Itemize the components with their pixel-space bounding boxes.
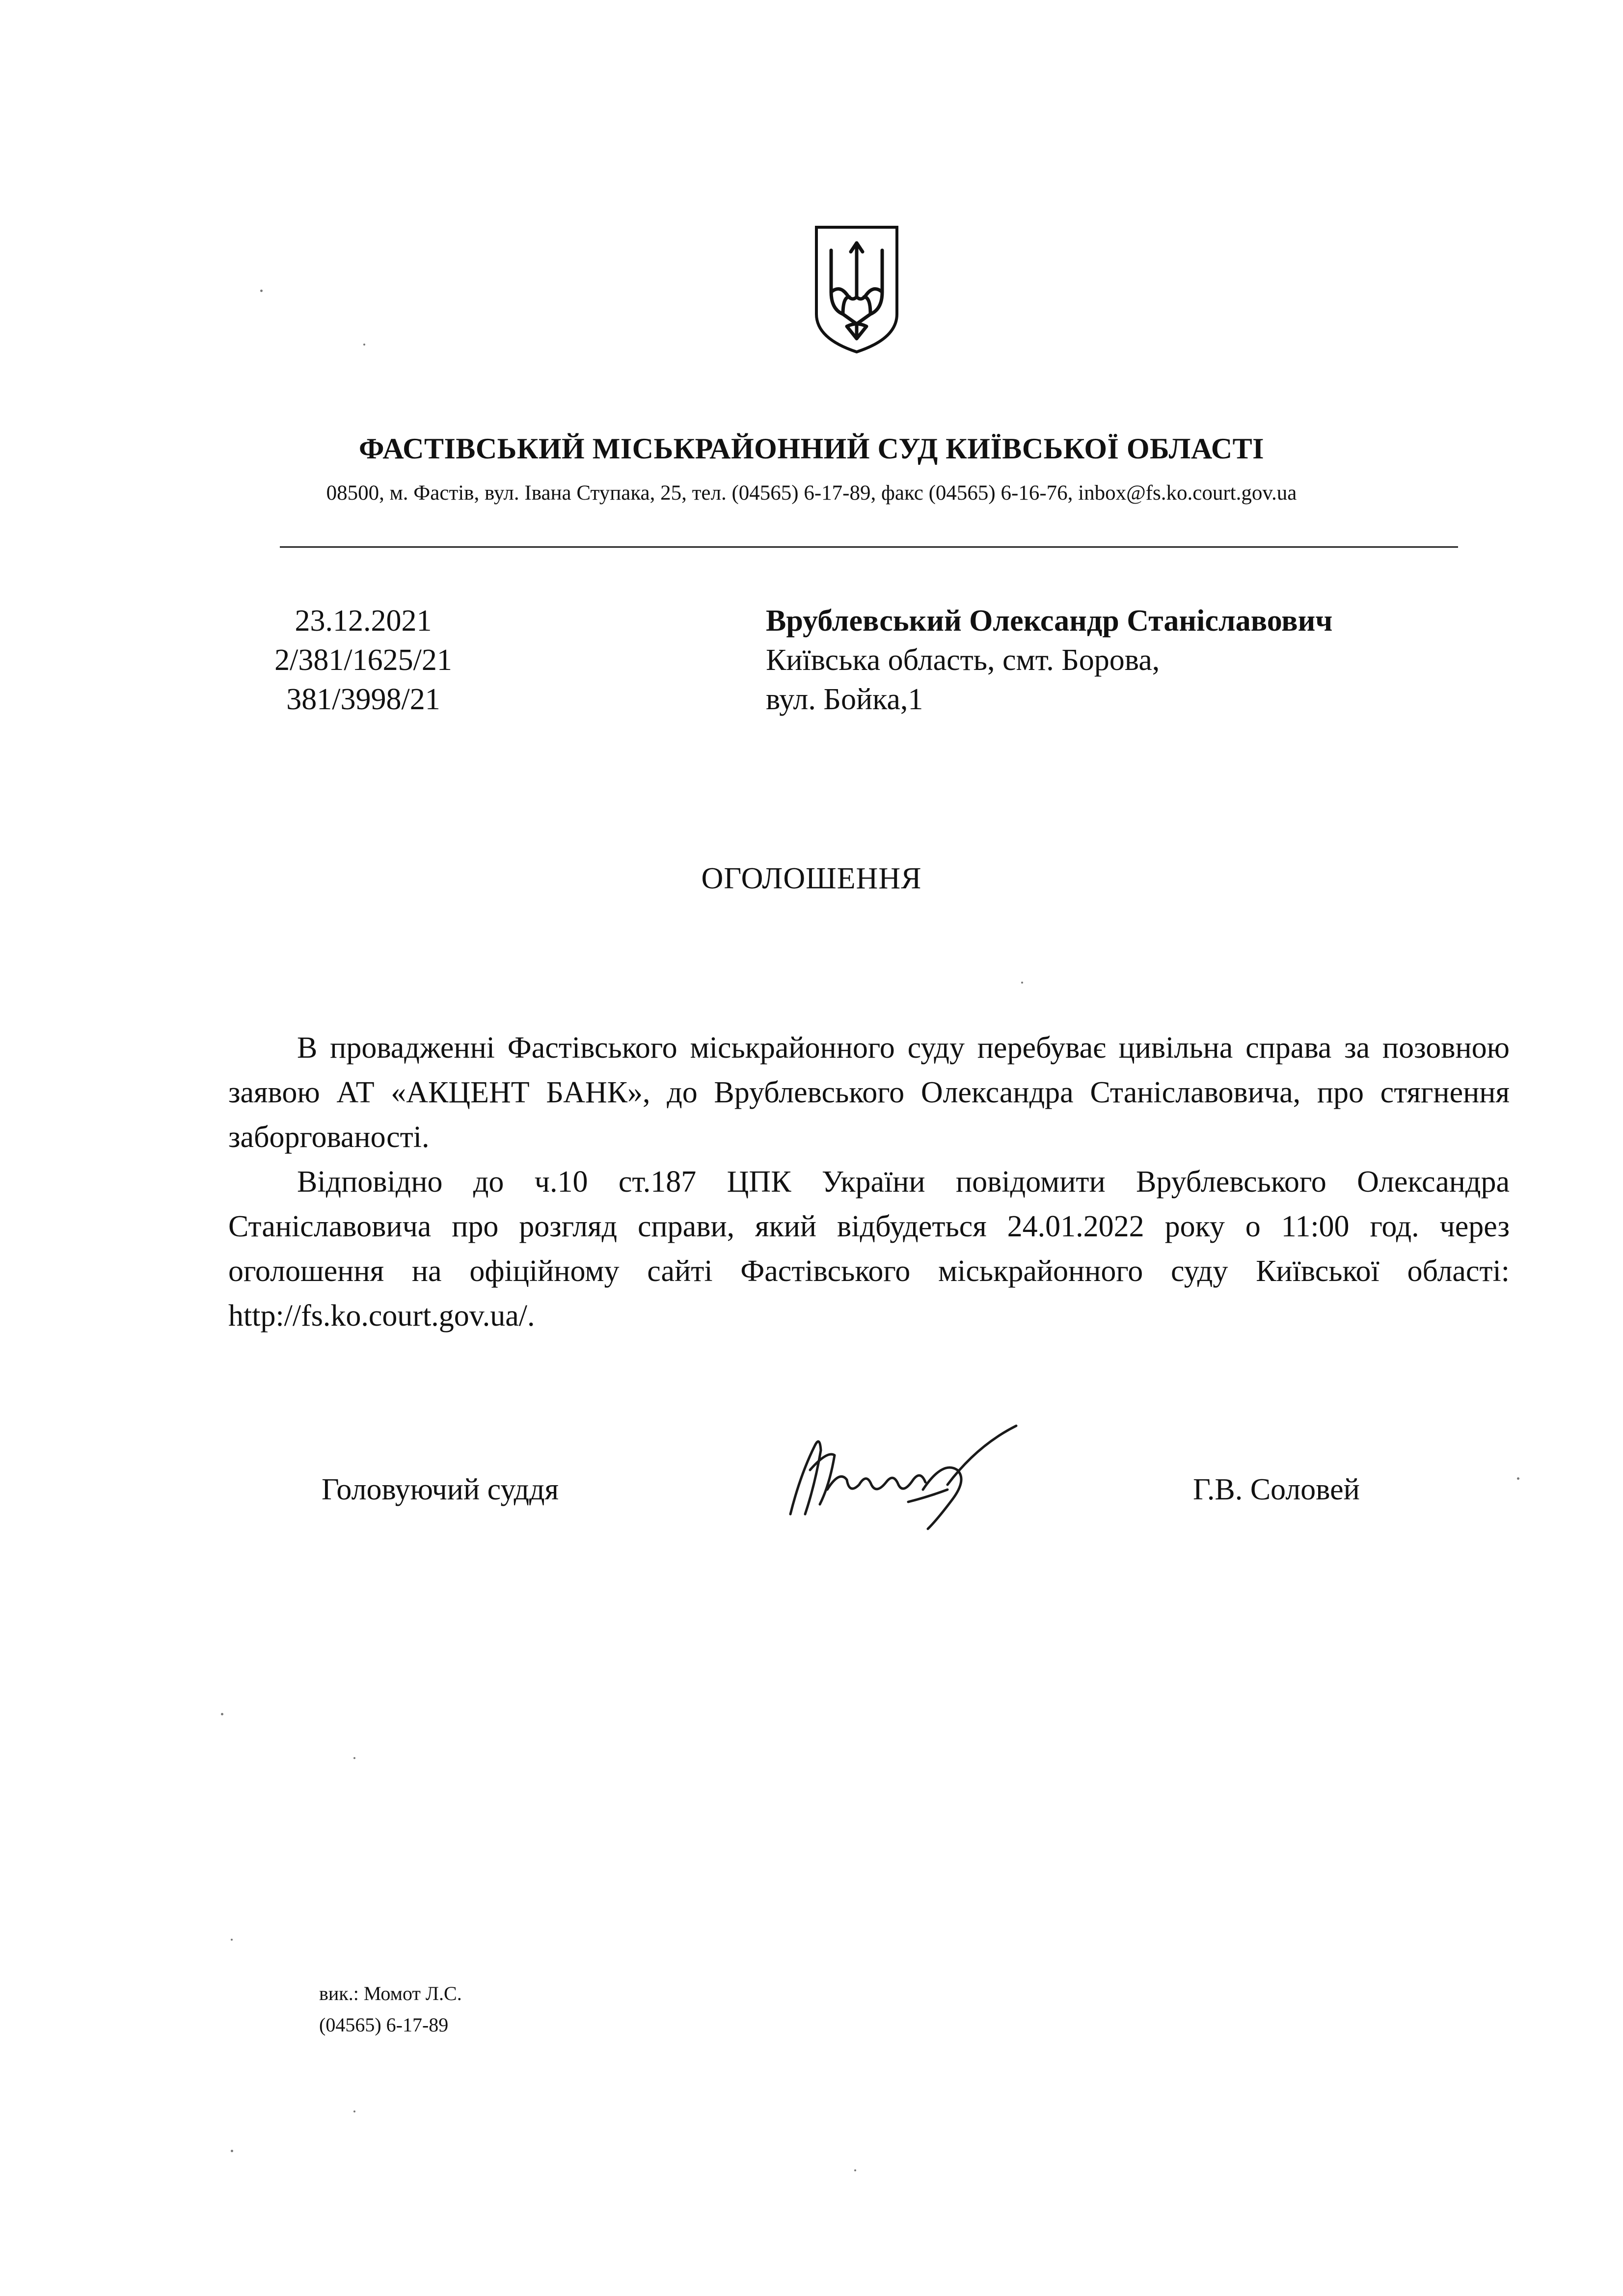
addressee-address-line2: вул. Бойка,1	[766, 683, 923, 716]
proceeding-number: 381/3998/21	[286, 683, 440, 716]
addressee-address-line1: Київська область, смт. Борова,	[766, 643, 1160, 677]
header-divider	[280, 546, 1458, 548]
scan-speck	[854, 2169, 856, 2171]
court-name: ФАСТІВСЬКИЙ МІСЬКРАЙОННИЙ СУД КИЇВСЬКОЇ ОБЛАСТІ	[359, 432, 1264, 465]
scan-speck	[353, 2110, 355, 2112]
document-meta	[216, 601, 511, 719]
court-address: 08500, м. Фастів, вул. Івана Ступака, 25, тел. (04565) 6-17-89, факс (04565) 6-16-76, inbox@fs.ko.court.gov.ua	[326, 481, 1297, 505]
document-date: 23.12.2021	[295, 604, 432, 638]
executor-phone: (04565) 6-17-89	[319, 2014, 449, 2036]
scan-speck	[231, 1939, 233, 1941]
scan-speck	[363, 344, 365, 346]
signatory-role: Головуючий суддя	[322, 1473, 559, 1506]
body-paragraph-1: В провадженні Фастівського міськрайонного суду перебуває цивільна справа за позовною заявою АТ «АКЦЕНТ БАНК», до Врублевського Олександра Станіславовича, про стягнення заборгованості.	[228, 1031, 1510, 1154]
handwritten-signature-icon	[781, 1416, 1036, 1534]
signatory-name: Г.В. Соловей	[1193, 1473, 1360, 1506]
scan-speck	[231, 2150, 233, 2152]
trident-coat-of-arms-icon	[812, 223, 901, 356]
scan-speck	[1021, 982, 1023, 984]
document-body	[228, 1026, 1510, 1338]
executor-name: вик.: Момот Л.С.	[319, 1982, 462, 2004]
scan-speck	[1517, 1477, 1519, 1480]
addressee-block	[766, 601, 1551, 719]
scan-speck	[260, 290, 263, 292]
body-paragraph-2: Відповідно до ч.10 ст.187 ЦПК України повідомити Врублевського Олександра Станіславовича про розгляд справи, який відбудеться 24.01.2022 року о 11:00 год. через оголошення на офіційному сайті Фастівського міськрайонного суду Київської області: http://fs.ko.court.gov.ua/.	[228, 1165, 1510, 1333]
case-number: 2/381/1625/21	[274, 643, 452, 677]
scan-speck	[353, 1757, 355, 1759]
scan-speck	[221, 1713, 223, 1715]
addressee-name: Врублевський Олександр Станіславович	[766, 604, 1333, 638]
document-title: ОГОЛОШЕННЯ	[701, 862, 922, 895]
executor-note	[319, 1978, 462, 2041]
